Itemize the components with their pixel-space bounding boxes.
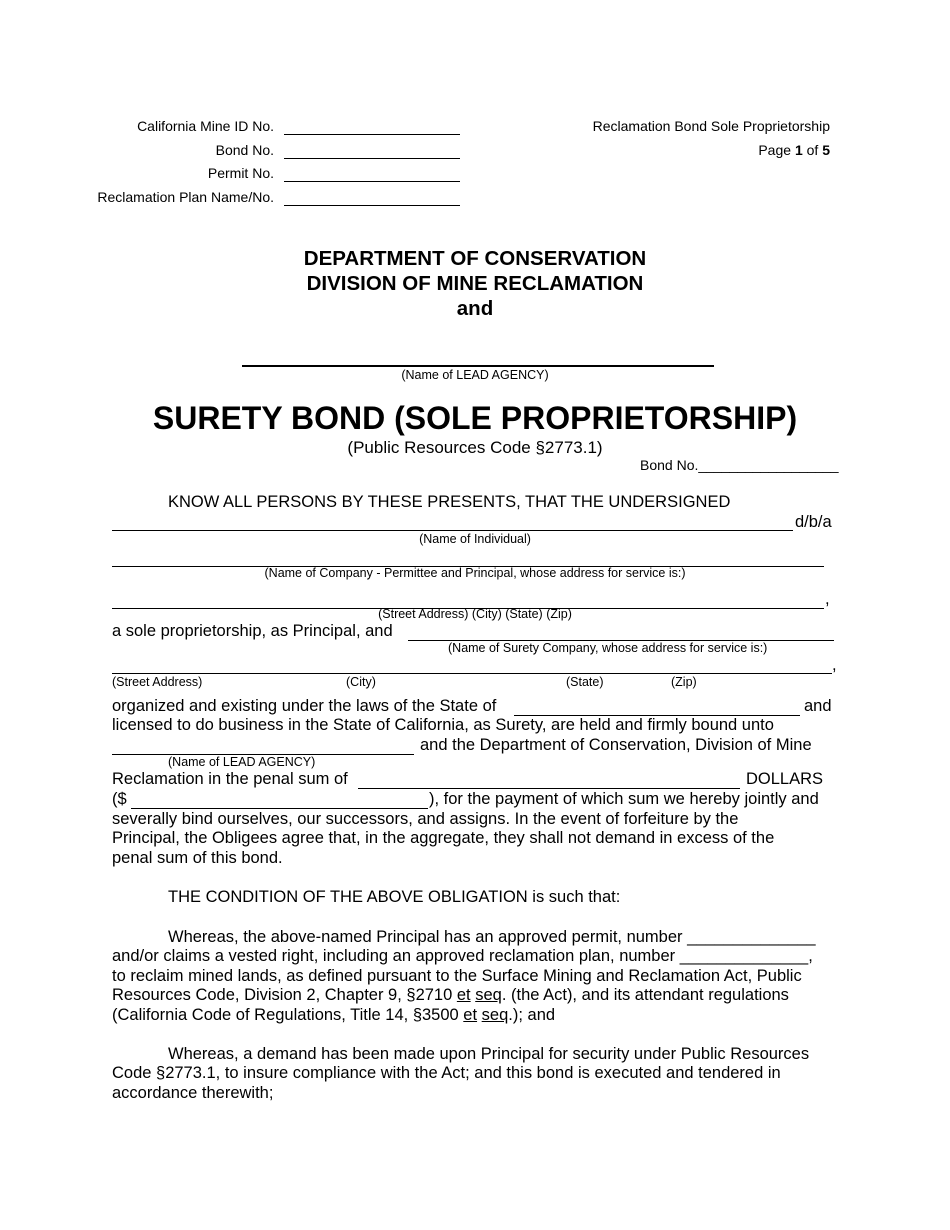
bond-title: SURETY BOND (SOLE PROPRIETORSHIP): [152, 400, 798, 436]
organized-text: organized and existing under the laws of the State of: [112, 697, 497, 715]
zip-caption: (Zip): [671, 675, 697, 689]
agency-heading-line3: and: [456, 297, 494, 320]
street-caption: (Street Address): [112, 675, 203, 689]
principal-line: Principal, the Obligees agree that, in the aggregate, they shall not demand in excess of the: [112, 829, 775, 847]
company-caption: (Name of Company - Permittee and Principal, whose address for service is:): [264, 566, 686, 580]
page-indicator: Page 1 of 5: [758, 142, 830, 158]
and-text: and: [804, 697, 832, 715]
mine-id-label: California Mine ID No.: [137, 118, 274, 134]
city-caption: (City): [346, 675, 376, 689]
company-name-field[interactable]: [112, 550, 824, 567]
dollar-open: ($: [112, 790, 127, 808]
surety-address-field[interactable]: [112, 657, 832, 674]
agency-heading-line2: DIVISION OF MINE RECLAMATION: [306, 272, 644, 295]
whereas1-line5: (California Code of Regulations, Title 14, §3500 et seq.); and: [112, 1006, 556, 1024]
penal-sum-text: Reclamation in the penal sum of: [112, 770, 348, 788]
penal-line: penal sum of this bond.: [112, 849, 283, 867]
whereas1-line1: Whereas, the above-named Principal has an approved permit, number ______________: [168, 928, 816, 946]
address-comma: ,: [825, 590, 830, 608]
whereas2-line3: accordance therewith;: [112, 1084, 274, 1102]
sole-prop-text: a sole proprietorship, as Principal, and: [112, 622, 393, 640]
plan-label: Reclamation Plan Name/No.: [97, 189, 274, 205]
permit-no-field[interactable]: [284, 165, 460, 182]
dollars-text: DOLLARS: [746, 770, 824, 788]
bond-no-field[interactable]: [284, 142, 460, 159]
surety-address-comma: ,: [832, 656, 837, 674]
bond-no-label: Bond No.: [215, 142, 274, 158]
whereas1-line4: Resources Code, Division 2, Chapter 9, §2710 et seq. (the Act), and its attendant regulations: [112, 986, 789, 1004]
whereas2-line1: Whereas, a demand has been made upon Principal for security under Public Resources: [168, 1045, 810, 1063]
lead-agency-caption-2: (Name of LEAD AGENCY): [168, 755, 316, 769]
lead-agency-field[interactable]: [112, 738, 414, 755]
penal-sum-amount-field[interactable]: [131, 792, 428, 809]
condition-heading: THE CONDITION OF THE ABOVE OBLIGATION is such that:: [168, 888, 621, 906]
individual-caption: (Name of Individual): [419, 532, 531, 546]
mine-id-field[interactable]: [284, 118, 460, 135]
whereas1-line2: and/or claims a vested right, including an approved reclamation plan, number ______________,: [112, 947, 813, 965]
permit-no-label: Permit No.: [207, 165, 274, 181]
plan-field[interactable]: [284, 189, 460, 206]
dba-text: d/b/a: [795, 513, 832, 531]
surety-name-field[interactable]: [408, 624, 834, 641]
address-caption: (Street Address) (City) (State) (Zip): [378, 607, 572, 621]
bond-no-right[interactable]: Bond No.__________________: [640, 457, 839, 473]
whereas1-line3: to reclaim mined lands, as defined pursuant to the Surface Mining and Reclamation Act, Public: [112, 967, 802, 985]
surety-caption: (Name of Surety Company, whose address for service is:): [448, 641, 768, 655]
payment-text: ), for the payment of which sum we hereby jointly and: [429, 790, 819, 808]
doc-text: and the Department of Conservation, Division of Mine: [420, 736, 812, 754]
whereas2-line2: Code §2773.1, to insure compliance with the Act; and this bond is executed and tendered in: [112, 1064, 781, 1082]
penal-sum-words-field[interactable]: [358, 772, 740, 789]
licensed-line: licensed to do business in the State of California, as Surety, are held and firmly bound unto: [112, 716, 774, 734]
lead-agency-caption: (Name of LEAD AGENCY): [401, 368, 549, 382]
agency-heading-line1: DEPARTMENT OF CONSERVATION: [303, 247, 647, 270]
surety-state-field[interactable]: [514, 699, 800, 716]
know-all-text: KNOW ALL PERSONS BY THESE PRESENTS, THAT THE UNDERSIGNED: [168, 493, 731, 511]
individual-name-field[interactable]: [112, 514, 793, 531]
several-line: severally bind ourselves, our successors, and assigns. In the event of forfeiture by the: [112, 810, 739, 828]
lead-agency-line[interactable]: [242, 365, 714, 367]
state-caption: (State): [566, 675, 604, 689]
bond-subtitle: (Public Resources Code §2773.1): [347, 438, 603, 457]
form-title: Reclamation Bond Sole Proprietorship: [592, 118, 830, 134]
